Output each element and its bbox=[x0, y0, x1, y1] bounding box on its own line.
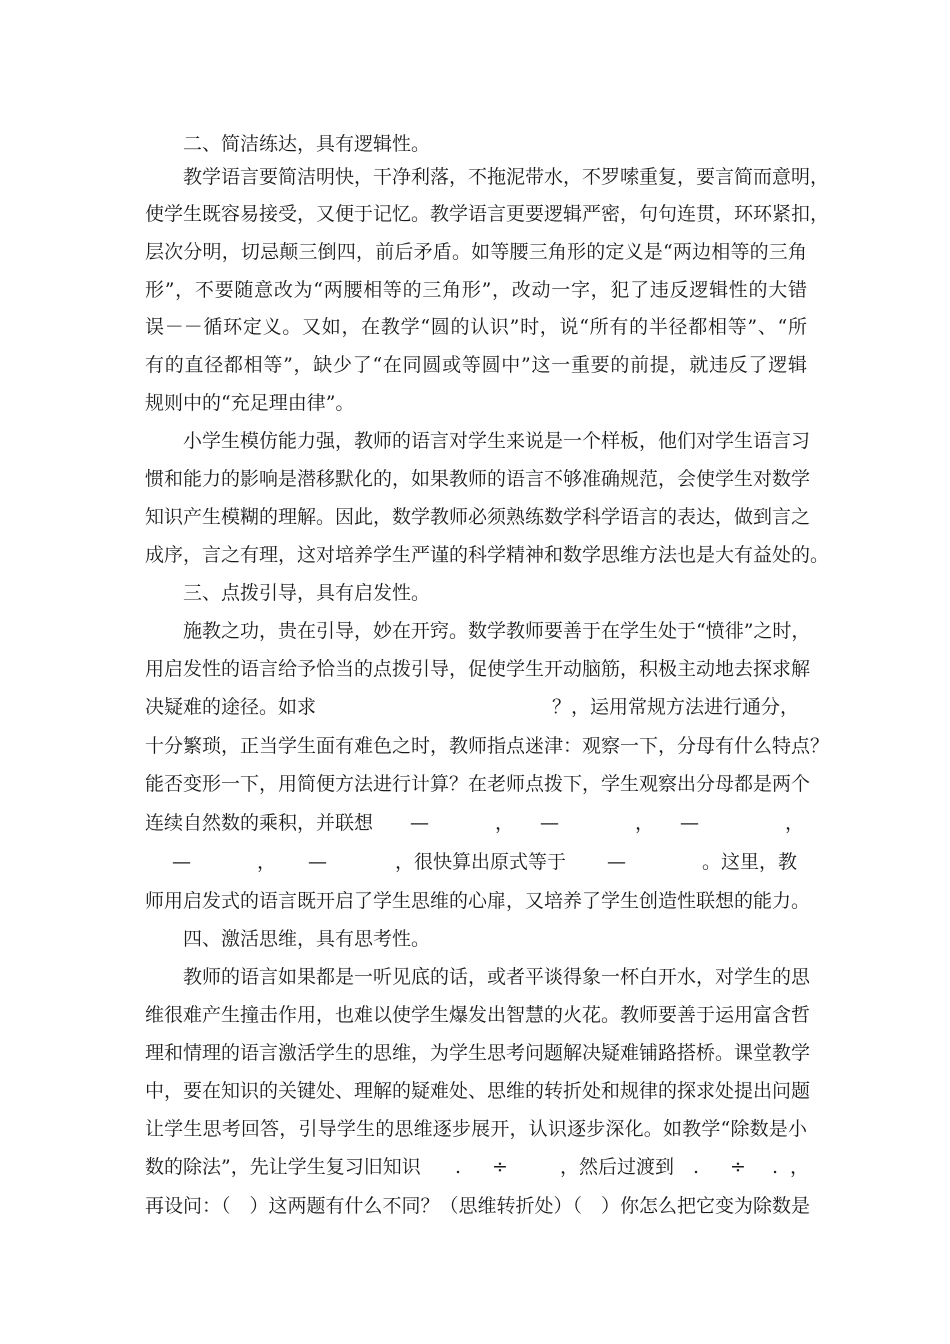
math-symbol: . bbox=[693, 1156, 700, 1178]
paragraph-line: 十分繁琐，正当学生面有难色之时，教师指点迷津：观察一下，分母有什么特点？ bbox=[145, 735, 830, 757]
text-segment: 决疑难的途径。如求 bbox=[145, 696, 317, 718]
paragraph-line: 再设问：（ ）这两题有什么不同？（思维转折处）（ ）你怎么把它变为除数是 bbox=[145, 1195, 811, 1217]
text-segment: 连续自然数的乘积，并联想 bbox=[145, 812, 374, 834]
paragraph-line: 理和情理的语言激活学生的思维，为学生思考问题解决疑难铺路搭桥。课堂教学 bbox=[145, 1042, 811, 1064]
text-segment: ，然后过渡到 bbox=[560, 1156, 675, 1178]
text-segment: 。这里，教 bbox=[702, 851, 798, 873]
text-segment: ？，运用常规方法进行通分， bbox=[552, 696, 800, 718]
text-segment: ， bbox=[790, 1156, 810, 1178]
fraction-bar: — bbox=[540, 812, 559, 834]
paragraph-line: 让学生思考回答，引导学生的思维逐步展开，认识逐步深化。如教学“除数是小 bbox=[145, 1118, 807, 1140]
heading-3: 三、点拨引导，具有启发性。 bbox=[183, 582, 431, 604]
paragraph-line: 使学生既容易接受，又便于记忆。教学语言更要逻辑严密，句句连贯，环环紧扣， bbox=[145, 203, 830, 225]
heading-2: 二、简洁练达，具有逻辑性。 bbox=[183, 133, 431, 155]
math-symbol: . bbox=[455, 1156, 462, 1178]
fraction-bar: — bbox=[308, 851, 327, 873]
paragraph-line: 有的直径都相等”，缺少了“在同圆或等圆中”这一重要的前提，就违反了逻辑 bbox=[145, 354, 807, 376]
paragraph-line: 知识产生模糊的理解。因此，数学教师必须熟练数学科学语言的表达，做到言之 bbox=[145, 506, 811, 528]
paragraph-line bbox=[145, 1150, 810, 1184]
paragraph-line: 用启发性的语言给予恰当的点拨引导，促使学生开动脑筋，积极主动地去探求解 bbox=[145, 658, 811, 680]
paragraph-line: 教师的语言如果都是一听见底的话，或者平谈得象一杯白开水，对学生的思 bbox=[183, 966, 811, 988]
text-segment: ， bbox=[495, 812, 515, 834]
text-segment: 数的除法”，先让学生复习旧知识 bbox=[145, 1156, 421, 1178]
text-segment: ， bbox=[257, 851, 277, 873]
paragraph-line: 小学生模仿能力强，教师的语言对学生来说是一个样板，他们对学生语言习 bbox=[183, 430, 811, 452]
paragraph-line: 师用启发式的语言既开启了学生思维的心扉，又培养了学生创造性联想的能力。 bbox=[145, 890, 811, 912]
paragraph-line: 能否变形一下，用简便方法进行计算？在老师点拨下，学生观察出分母都是两个 bbox=[145, 773, 811, 795]
fraction-bar: — bbox=[410, 812, 429, 834]
paragraph-line: 形”，不要随意改为“两腰相等的三角形”，改动一字，犯了违反逻辑性的大错 bbox=[145, 279, 807, 301]
fraction-bar: — bbox=[607, 851, 626, 873]
fraction-bar: — bbox=[172, 851, 191, 873]
paragraph-line: 施教之功，贵在引导，妙在开窍。数学教师要善于在学生处于“愤徘”之时， bbox=[183, 620, 811, 642]
text-segment: ， bbox=[785, 812, 805, 834]
heading-4: 四、激活思维，具有思考性。 bbox=[183, 928, 431, 950]
paragraph-line: 成序，言之有理，这对培养学生严谨的科学精神和数学思维方法也是大有益处的。 bbox=[145, 544, 830, 566]
text-segment: ， bbox=[635, 812, 655, 834]
paragraph-line: 维很难产生撞击作用，也难以使学生爆发出智慧的火花。教师要善于运用富含哲 bbox=[145, 1004, 811, 1026]
paragraph-line: 教学语言要简洁明快，干净利落，不拖泥带水，不罗嗦重复，要言简而意明， bbox=[183, 166, 830, 188]
paragraph-line bbox=[145, 806, 807, 840]
paragraph-line: 误－－循环定义。又如，在教学“圆的认识”时，说“所有的半径都相等”、“所 bbox=[145, 316, 807, 338]
text-segment: ，很快算出原式等于 bbox=[395, 851, 567, 873]
paragraph-line: 层次分明，切忌颠三倒四，前后矛盾。如等腰三角形的定义是“两边相等的三角 bbox=[145, 241, 807, 263]
math-symbol: . bbox=[772, 1156, 779, 1178]
paragraph-line: 中，要在知识的关键处、理解的疑难处、思维的转折处和规律的探求处提出问题 bbox=[145, 1080, 811, 1102]
paragraph-line: 规则中的“充足理由律”。 bbox=[145, 392, 355, 414]
math-symbol: ÷ bbox=[492, 1156, 508, 1178]
math-symbol: ÷ bbox=[730, 1156, 746, 1178]
paragraph-line bbox=[145, 690, 807, 724]
paragraph-line bbox=[145, 845, 807, 879]
paragraph-line: 惯和能力的影响是潜移默化的，如果教师的语言不够准确规范，会使学生对数学 bbox=[145, 468, 811, 490]
fraction-bar: — bbox=[680, 812, 699, 834]
